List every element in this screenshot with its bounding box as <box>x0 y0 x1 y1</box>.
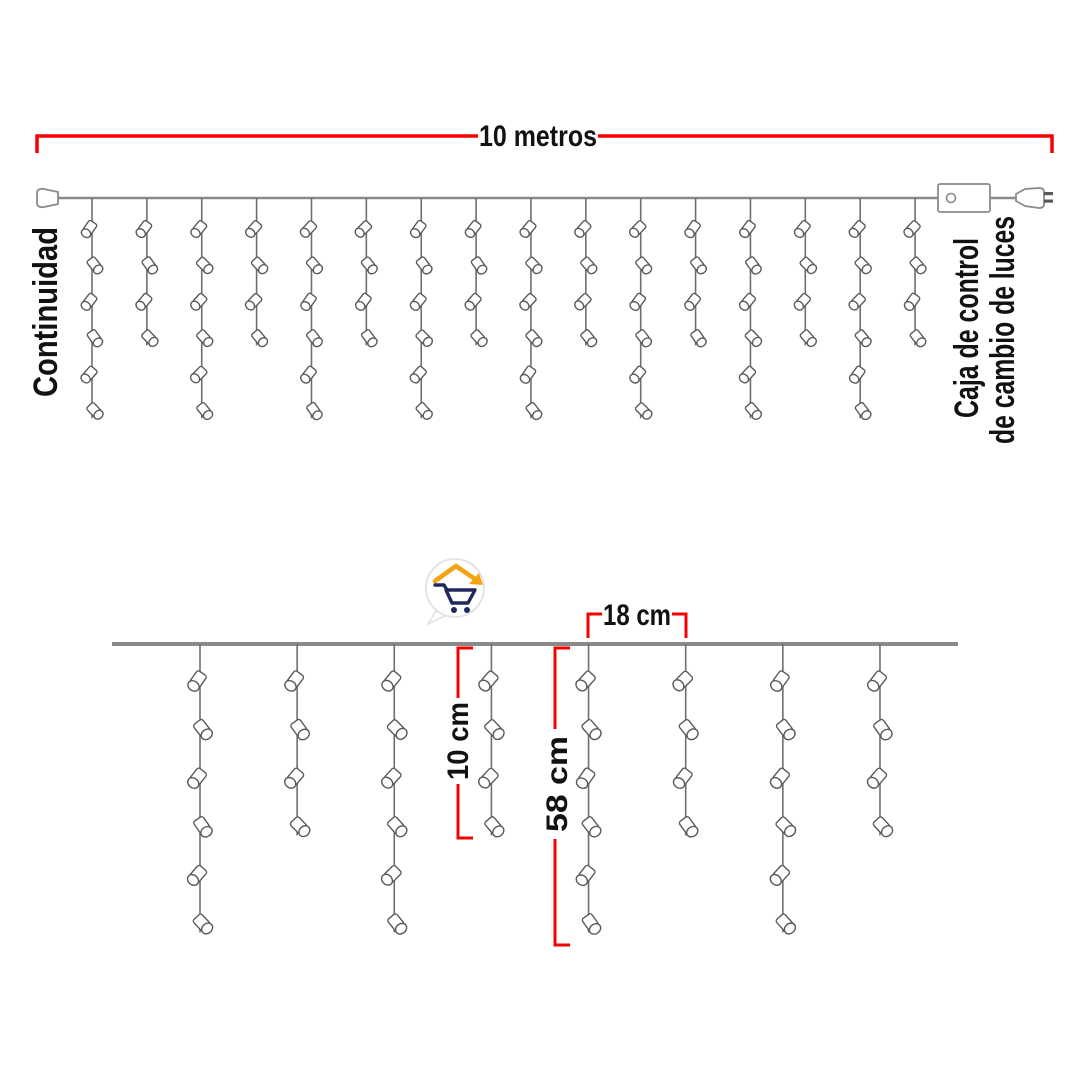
light-bulb <box>768 767 790 790</box>
light-bulb <box>866 670 888 693</box>
dimension-10-metros <box>37 120 1052 153</box>
light-bulb <box>354 292 372 312</box>
light-bulb <box>580 256 599 275</box>
cart-wheel-left <box>451 607 457 613</box>
light-bulb <box>628 365 646 385</box>
light-bulb <box>306 256 325 275</box>
light-bulb <box>671 670 694 693</box>
light-bulb <box>251 256 270 275</box>
left-connector-icon <box>37 189 58 207</box>
light-bulb <box>683 220 701 240</box>
light-drop <box>683 198 708 349</box>
light-bulb <box>793 293 812 312</box>
light-bulb <box>299 292 317 312</box>
light-drop <box>518 198 544 421</box>
light-bulb <box>690 256 708 276</box>
light-bulb <box>409 220 427 240</box>
light-bulb <box>628 292 646 312</box>
light-drop <box>738 198 764 421</box>
light-bulb <box>847 293 866 312</box>
light-drop <box>379 644 409 936</box>
light-bulb <box>79 365 98 384</box>
light-bulb <box>574 864 596 887</box>
light-drop <box>628 198 654 421</box>
top-light-drops <box>79 198 927 421</box>
light-bulb <box>484 719 507 742</box>
dimension-58cm <box>541 648 574 945</box>
light-bulb <box>519 365 537 385</box>
light-drop <box>574 644 603 936</box>
cart-wheel-right <box>464 607 470 613</box>
control-box-label-line2: de cambio de luces <box>984 130 1022 444</box>
light-bulb <box>386 719 409 742</box>
light-bulb <box>744 402 763 421</box>
light-bulb <box>415 256 433 276</box>
light-bulb <box>799 329 818 348</box>
logo-badge <box>426 559 484 624</box>
light-bulb <box>299 365 317 385</box>
light-drop <box>847 198 873 421</box>
light-bulb <box>768 864 791 887</box>
dimension-18cm <box>588 599 686 638</box>
light-bulb <box>141 256 159 276</box>
plug-body <box>1016 188 1044 208</box>
light-bulb <box>909 256 928 275</box>
light-bulb <box>775 913 798 936</box>
light-bulb <box>464 220 482 240</box>
plug-prong-top <box>1044 192 1053 195</box>
continuity-label: Continuidad <box>27 198 65 397</box>
light-bulb <box>185 864 207 887</box>
light-drop <box>244 198 270 348</box>
light-bulb <box>775 718 797 741</box>
light-bulb <box>380 670 402 693</box>
light-drop <box>793 198 819 348</box>
light-bulb <box>380 767 403 790</box>
light-bulb <box>353 220 372 239</box>
light-bulb <box>678 718 700 741</box>
dimension-10cm <box>442 648 475 838</box>
light-bulb <box>79 292 97 312</box>
light-bulb <box>635 402 654 421</box>
light-bulb <box>415 329 434 348</box>
bracket-18cm-left <box>588 614 602 638</box>
bracket-10cm-bottom <box>458 784 473 838</box>
light-bulb <box>581 913 602 937</box>
light-bulb <box>470 256 488 276</box>
light-bulb <box>80 220 98 240</box>
light-bulb <box>518 293 537 312</box>
plug-prong-bottom <box>1044 200 1053 203</box>
light-bulb <box>909 329 927 349</box>
light-bulb <box>477 670 499 693</box>
light-bulb <box>196 329 215 348</box>
light-drop <box>134 198 160 348</box>
light-drop <box>477 644 507 839</box>
light-bulb <box>865 767 887 790</box>
light-bulb <box>189 220 207 240</box>
light-bulb <box>299 220 318 239</box>
light-bulb <box>387 913 409 936</box>
light-bulb <box>854 402 872 422</box>
light-bulb <box>799 256 818 275</box>
light-drop <box>671 644 700 839</box>
light-bulb <box>193 816 214 840</box>
light-bulb <box>744 329 763 348</box>
light-bulb <box>873 718 894 742</box>
light-bulb <box>671 767 693 790</box>
light-bulb <box>678 816 700 840</box>
light-bulb <box>186 670 207 694</box>
light-bulb <box>635 256 654 275</box>
light-bulb <box>769 670 791 694</box>
light-bulb <box>470 329 489 348</box>
light-bulb <box>581 719 603 742</box>
light-bulb <box>134 220 152 240</box>
light-bulb <box>690 329 708 349</box>
light-bulb <box>738 365 757 384</box>
light-bulb <box>244 220 263 239</box>
light-bulb <box>196 256 215 275</box>
light-bulb <box>189 365 208 384</box>
light-bulb <box>525 402 543 422</box>
dimension-line-left <box>37 136 478 153</box>
light-drop <box>185 644 214 936</box>
light-bulb <box>244 293 263 312</box>
light-drop <box>573 198 599 348</box>
dimension-line-right <box>598 136 1052 153</box>
light-bulb <box>289 816 312 839</box>
light-bulb <box>525 256 544 275</box>
light-bulb <box>854 256 873 275</box>
light-bulb <box>141 329 160 348</box>
light-drop <box>189 198 215 421</box>
drop-length-label: 58 cm <box>541 746 574 832</box>
light-bulb <box>409 292 427 312</box>
light-bulb <box>848 365 866 385</box>
light-drop <box>768 644 798 936</box>
control-box-label-line1: Caja de control <box>948 172 986 418</box>
light-bulb <box>635 329 653 349</box>
light-bulb <box>189 293 208 312</box>
light-bulb <box>525 329 544 348</box>
light-bulb <box>283 670 305 693</box>
light-drop <box>79 198 105 421</box>
light-bulb <box>518 220 537 239</box>
light-bulb <box>484 816 506 839</box>
light-drop <box>463 198 489 348</box>
light-bulb <box>847 220 866 239</box>
light-drop <box>299 198 325 421</box>
light-bulb <box>408 365 427 384</box>
control-box <box>938 184 1016 212</box>
light-bulb <box>872 816 895 839</box>
light-drop <box>865 644 894 839</box>
light-bulb <box>775 816 798 839</box>
control-box-button <box>947 194 956 203</box>
light-bulb <box>360 256 378 276</box>
light-bulb <box>386 816 409 839</box>
light-drop <box>353 198 379 348</box>
light-bulb <box>306 402 324 422</box>
light-bulb <box>683 292 701 312</box>
light-bulb <box>463 293 482 312</box>
light-bulb <box>573 293 592 312</box>
light-bulb <box>290 718 312 742</box>
light-bulb <box>574 670 597 693</box>
light-bulb <box>854 329 873 348</box>
light-bulb <box>86 256 104 276</box>
light-bulb <box>361 329 379 349</box>
light-bulb <box>628 220 647 239</box>
light-bulb <box>192 913 215 936</box>
bracket-58cm-bottom <box>555 839 570 945</box>
light-bulb <box>86 402 105 421</box>
light-bulb <box>306 329 324 349</box>
light-bulb <box>283 767 305 790</box>
light-bulb <box>196 402 214 422</box>
light-bulb <box>574 767 595 791</box>
light-bulb <box>580 329 598 349</box>
light-bulb <box>581 816 603 839</box>
light-bulb <box>251 329 270 348</box>
light-bulb <box>192 718 214 741</box>
bracket-58cm-top <box>555 648 570 729</box>
light-bulb <box>573 220 592 239</box>
bracket-10cm-top <box>458 648 473 698</box>
light-bulb <box>738 220 756 240</box>
light-bulb <box>903 292 921 312</box>
light-bulb <box>902 220 921 239</box>
light-bulb <box>738 292 757 311</box>
light-bulb <box>415 402 434 421</box>
light-bulb <box>793 220 811 240</box>
power-plug-icon <box>1016 188 1053 208</box>
light-drop <box>408 198 434 421</box>
light-bulb <box>379 864 402 887</box>
light-drop <box>283 644 312 839</box>
bulb-spacing-label: 10 cm <box>442 694 475 780</box>
light-bulb <box>745 256 763 276</box>
total-length-label: 10 metros <box>479 120 597 153</box>
light-bulb <box>186 767 208 790</box>
light-bulb <box>134 292 153 311</box>
light-bulb <box>86 329 104 349</box>
drop-spacing-label: 18 cm <box>603 599 671 632</box>
light-bulb <box>477 767 500 790</box>
bracket-18cm-right <box>672 614 686 638</box>
light-drop <box>902 198 928 348</box>
